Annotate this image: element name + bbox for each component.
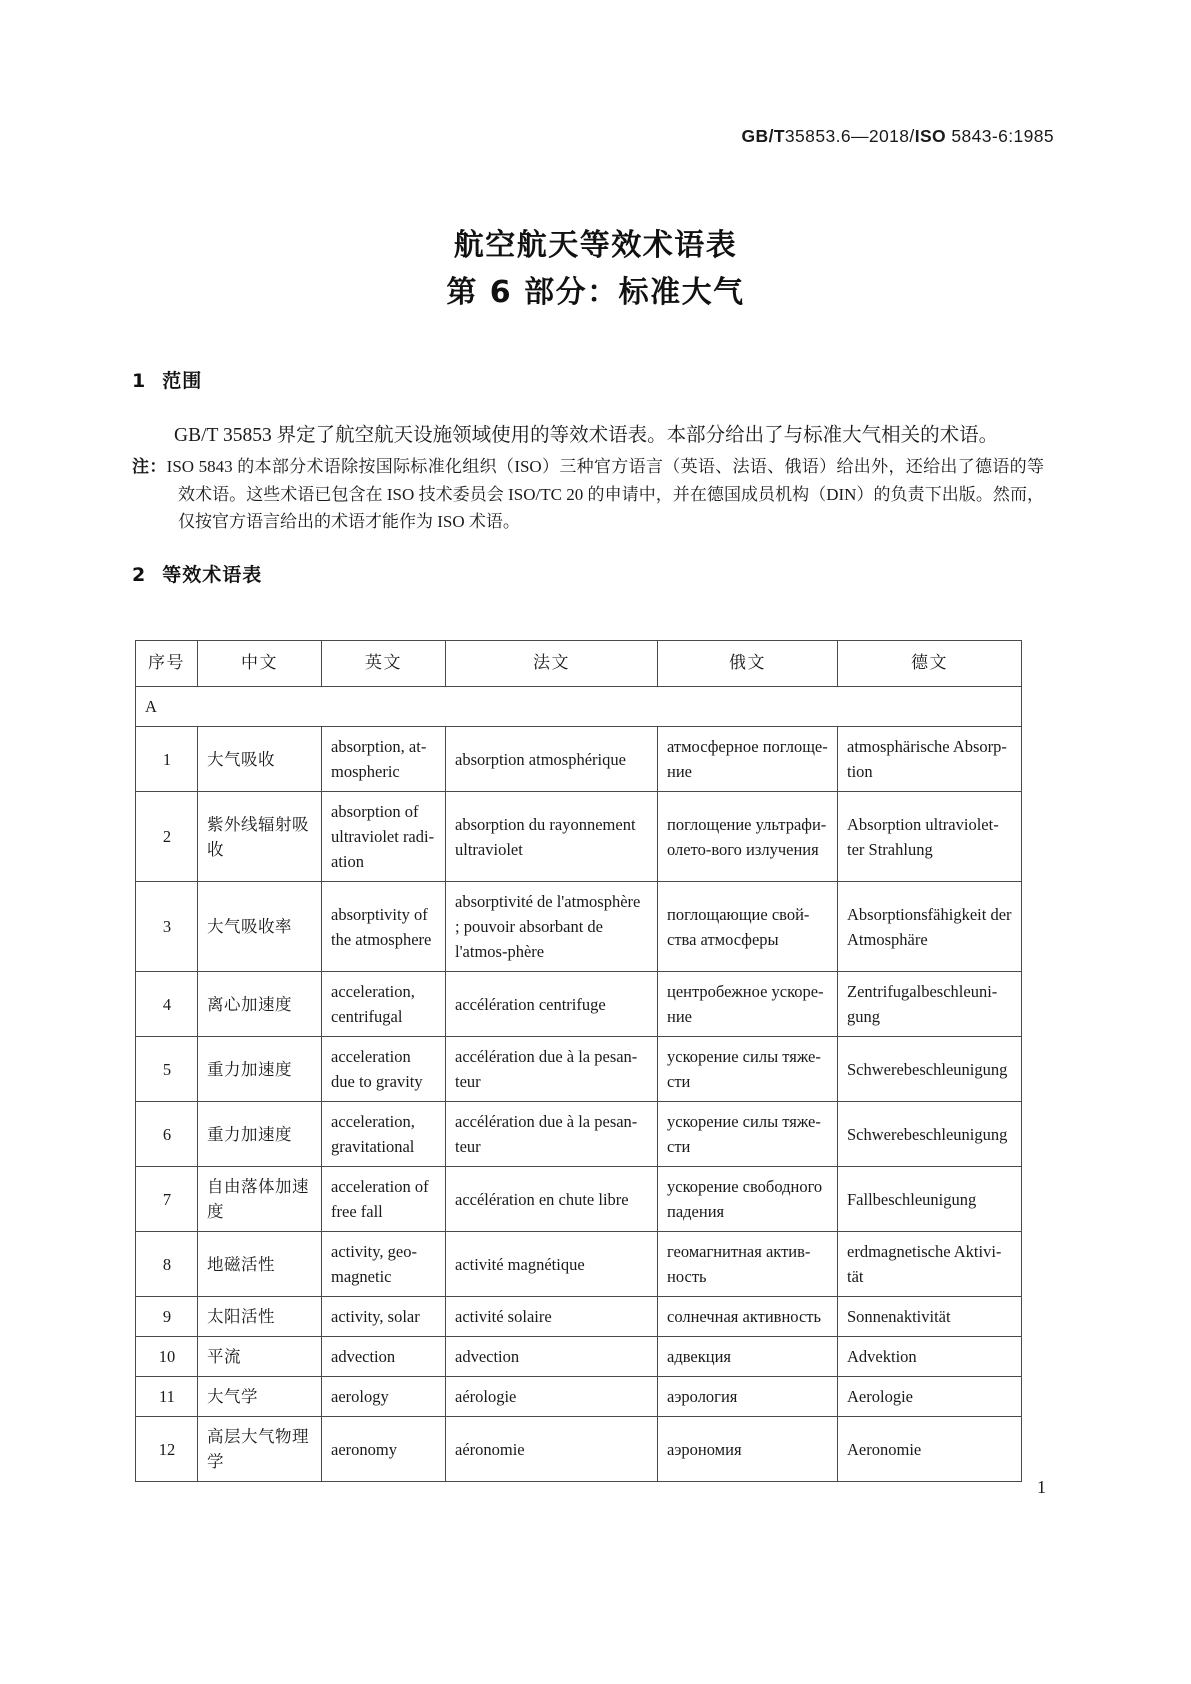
table-header (136, 641, 1022, 687)
column-header-german: 德文 (838, 641, 1022, 687)
term-russian: атмосферное поглоще-ние (658, 727, 838, 792)
term-index: 7 (136, 1167, 198, 1232)
term-chinese: 重力加速度 (198, 1037, 322, 1102)
term-index: 1 (136, 727, 198, 792)
table-row (136, 1232, 1022, 1297)
equivalent-terms-table (135, 640, 1022, 1482)
term-index: 6 (136, 1102, 198, 1167)
term-russian: адвекция (658, 1337, 838, 1377)
term-english: activity, geo-magnetic (322, 1232, 446, 1297)
table-header-row (136, 641, 1022, 687)
term-table-wrapper (135, 640, 1012, 1482)
term-english: absorptivity of the atmosphere (322, 882, 446, 972)
section-label-term-table: 等效术语表 (162, 564, 263, 586)
term-english: acceleration, gravitational (322, 1102, 446, 1167)
term-french: aéronomie (446, 1417, 658, 1482)
section-number-scope: 1 (132, 370, 147, 392)
term-english: aeronomy (322, 1417, 446, 1482)
term-german: atmosphärische Absorp-tion (838, 727, 1022, 792)
header-standard-prefix: GB/T (741, 126, 785, 146)
term-french: accélération due à la pesan-teur (446, 1037, 658, 1102)
term-french: accélération centrifuge (446, 972, 658, 1037)
header-iso-prefix: ISO (914, 126, 947, 146)
document-title-line2: 第 6 部分：标准大气 (446, 275, 745, 310)
table-row (136, 1337, 1022, 1377)
term-chinese: 太阳活性 (198, 1297, 322, 1337)
running-header (742, 126, 1054, 147)
term-index: 10 (136, 1337, 198, 1377)
term-index: 9 (136, 1297, 198, 1337)
table-body (136, 687, 1022, 1482)
term-english: absorption of ultraviolet radi-ation (322, 792, 446, 882)
table-row (136, 1377, 1022, 1417)
term-english: absorption, at-mospheric (322, 727, 446, 792)
term-russian: аэрономия (658, 1417, 838, 1482)
term-german: Schwerebeschleunigung (838, 1037, 1022, 1102)
term-german: Absorptionsfähigkeit der Atmosphäre (838, 882, 1022, 972)
table-row (136, 1297, 1022, 1337)
term-german: erdmagnetische Aktivi-tät (838, 1232, 1022, 1297)
column-header-chinese: 中文 (198, 641, 322, 687)
group-letter: A (136, 687, 1022, 727)
term-french: accélération due à la pesan-teur (446, 1102, 658, 1167)
table-row (136, 1037, 1022, 1102)
term-german: Advektion (838, 1337, 1022, 1377)
term-chinese: 大气学 (198, 1377, 322, 1417)
section-number-term-table: 2 (132, 564, 147, 586)
term-index: 2 (136, 792, 198, 882)
term-english: acceleration of free fall (322, 1167, 446, 1232)
term-french: accélération en chute libre (446, 1167, 658, 1232)
term-chinese: 高层大气物理学 (198, 1417, 322, 1482)
table-row (136, 972, 1022, 1037)
header-iso-number: 5843-6:1985 (951, 126, 1054, 146)
term-index: 8 (136, 1232, 198, 1297)
term-russian: ускорение силы тяже-сти (658, 1102, 838, 1167)
scope-note-body (132, 453, 1044, 535)
term-index: 3 (136, 882, 198, 972)
table-row (136, 727, 1022, 792)
term-chinese: 紫外线辐射吸收 (198, 792, 322, 882)
document-title (0, 222, 1191, 316)
table-group-row (136, 687, 1022, 727)
term-german: Schwerebeschleunigung (838, 1102, 1022, 1167)
term-english: aerology (322, 1377, 446, 1417)
term-french: advection (446, 1337, 658, 1377)
term-index: 11 (136, 1377, 198, 1417)
column-header-index: 序号 (136, 641, 198, 687)
scope-note-text: ISO 5843 的本部分术语除按国际标准化组织（ISO）三种官方语言（英语、法语、俄语）给出外，还给出了德语的等效术语。这些术语已包含在 ISO 技术委员会 ISO/TC 20 的申请中，并在德国成员机构（DIN）的负责下出版。然而，仅按官方语言给出的术语才能作为 ISO 术语。 (166, 457, 1045, 531)
term-russian: поглощение ультрафи-олето-вого излучения (658, 792, 838, 882)
term-index: 4 (136, 972, 198, 1037)
term-chinese: 大气吸收 (198, 727, 322, 792)
term-english: acceleration due to gravity (322, 1037, 446, 1102)
term-russian: аэрология (658, 1377, 838, 1417)
section-heading-term-table (132, 560, 262, 587)
term-chinese: 重力加速度 (198, 1102, 322, 1167)
table-row (136, 1102, 1022, 1167)
header-standard-number: 35853.6—2018/ (784, 126, 915, 146)
document-title-line1: 航空航天等效术语表 (453, 228, 738, 263)
term-french: absorptivité de l'atmosphère ; pouvoir absorbant de l'atmos-phère (446, 882, 658, 972)
term-french: absorption atmosphérique (446, 727, 658, 792)
term-german: Zentrifugalbeschleuni-gung (838, 972, 1022, 1037)
term-french: activité magnétique (446, 1232, 658, 1297)
scope-note-label: 注： (132, 457, 167, 477)
term-english: activity, solar (322, 1297, 446, 1337)
term-english: acceleration, centrifugal (322, 972, 446, 1037)
term-german: Sonnenaktivität (838, 1297, 1022, 1337)
column-header-french: 法文 (446, 641, 658, 687)
term-russian: геомагнитная актив-ность (658, 1232, 838, 1297)
table-row (136, 882, 1022, 972)
section-label-scope: 范围 (162, 370, 203, 392)
term-german: Aeronomie (838, 1417, 1022, 1482)
term-chinese: 大气吸收率 (198, 882, 322, 972)
term-english: advection (322, 1337, 446, 1377)
term-german: Absorption ultraviolet-ter Strahlung (838, 792, 1022, 882)
scope-block (132, 420, 1044, 535)
term-russian: солнечная активность (658, 1297, 838, 1337)
scope-note (132, 453, 1044, 535)
term-chinese: 平流 (198, 1337, 322, 1377)
column-header-english: 英文 (322, 641, 446, 687)
scope-paragraph: GB/T 35853 界定了航空航天设施领域使用的等效术语表。本部分给出了与标准大气相关的术语。 (174, 425, 999, 446)
term-german: Fallbeschleunigung (838, 1167, 1022, 1232)
term-french: absorption du rayonnement ultraviolet (446, 792, 658, 882)
term-russian: поглощающие свой-ства атмосферы (658, 882, 838, 972)
term-russian: ускорение свободного падения (658, 1167, 838, 1232)
term-russian: центробежное ускоре-ние (658, 972, 838, 1037)
page-number: 1 (1037, 1477, 1046, 1497)
term-chinese: 离心加速度 (198, 972, 322, 1037)
term-chinese: 地磁活性 (198, 1232, 322, 1297)
term-index: 5 (136, 1037, 198, 1102)
term-german: Aerologie (838, 1377, 1022, 1417)
term-french: activité solaire (446, 1297, 658, 1337)
term-chinese: 自由落体加速度 (198, 1167, 322, 1232)
section-heading-scope (132, 366, 202, 393)
term-russian: ускорение силы тяже-сти (658, 1037, 838, 1102)
table-row (136, 792, 1022, 882)
table-row (136, 1417, 1022, 1482)
term-french: aérologie (446, 1377, 658, 1417)
term-index: 12 (136, 1417, 198, 1482)
column-header-russian: 俄文 (658, 641, 838, 687)
table-row (136, 1167, 1022, 1232)
